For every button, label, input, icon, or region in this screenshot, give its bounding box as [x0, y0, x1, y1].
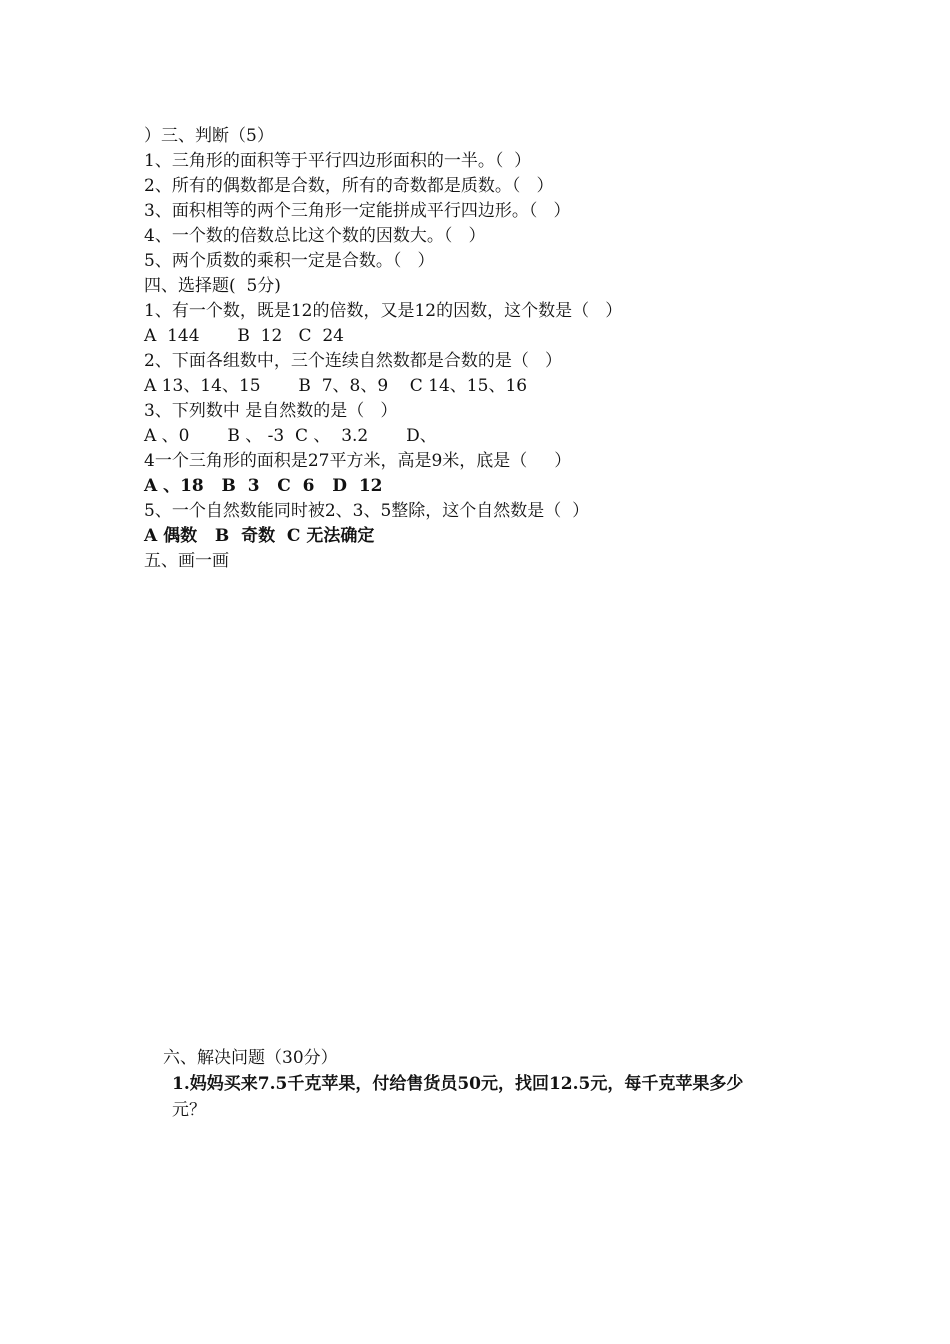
choice-question-4: 4一个三角形的面积是27平方米，高是9米，底是（ ）	[144, 451, 572, 471]
judge-heading: ）三、判断（5）	[144, 126, 274, 146]
choice-question-2: 2、下面各组数中，三个连续自然数都是合数的是（ ）	[144, 351, 563, 371]
judge-question-1: 1、三角形的面积等于平行四边形面积的一半。（ ）	[144, 151, 532, 171]
judge-question-2: 2、所有的偶数都是合数，所有的奇数都是质数。（ ）	[144, 176, 554, 196]
solve-heading: 六、解决问题（30分）	[163, 1048, 338, 1068]
choice-heading: 四、选择题( 5分)	[144, 276, 281, 296]
choice-options-4: A 、18 B 3 C 6 D 12	[144, 476, 383, 496]
choice-options-3: A 、0 B 、 -3 C 、 3.2 D、	[144, 426, 437, 446]
choice-question-5: 5、一个自然数能同时被2、3、5整除，这个自然数是（ ）	[144, 501, 590, 521]
judge-question-5: 5、两个质数的乘积一定是合数。（ ）	[144, 251, 435, 271]
choice-options-5: A 偶数 B 奇数 C 无法确定	[144, 526, 375, 546]
draw-heading: 五、画一画	[144, 551, 229, 571]
choice-question-1: 1、有一个数，既是12的倍数，又是12的因数，这个数是（ ）	[144, 301, 623, 321]
choice-question-3: 3、下列数中 是自然数的是（ ）	[144, 401, 398, 421]
judge-question-3: 3、面积相等的两个三角形一定能拼成平行四边形。（ ）	[144, 201, 571, 221]
choice-options-2: A 13、14、15 B 7、8、9 C 14、15、16	[144, 376, 528, 396]
choice-options-1: A 144 B 12 C 24	[144, 326, 344, 346]
solve-question-1-line-2: 元？	[172, 1100, 206, 1120]
solve-question-1-line-1: 1.妈妈买来7.5千克苹果，付给售货员50元，找回12.5元，每千克苹果多少	[172, 1074, 744, 1094]
judge-question-4: 4、一个数的倍数总比这个数的因数大。（ ）	[144, 226, 486, 246]
